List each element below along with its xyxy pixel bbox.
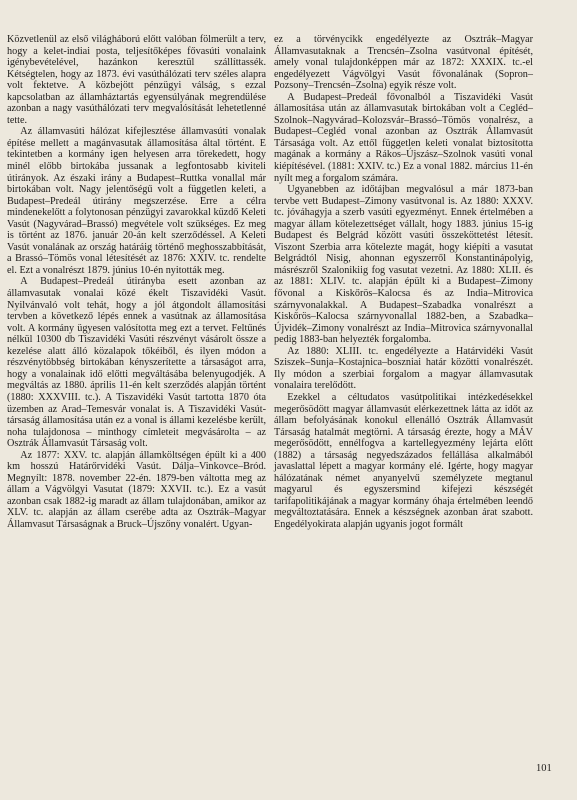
paragraph: A Budapest–Predeál fővonalból a Tiszavidéki Vasút államosítása után az államvasutak birtokában volt a Cegléd–Szolnok–Nagyvárad–Kolozsvár–Brassó–Tömös vonalrész, a Budapest–Cegléd vonal azonban az Osztrák Államvasút Társasága volt. Az ettől független keleti vonalat biztosította magának a kormány a Rákos–Újszász–Szolnok vasúti vonal kiépítésével. (1881: XXIV. tc.) Ez a vonal 1882. március 11-én nyílt meg a forgalom számára. <box>274 91 533 184</box>
paragraph: Az 1877: XXV. tc. alapján államköltségen épült ki a 400 km hosszú Határőrvidéki Vasút. Dálja–Vinkovce–Bród. Megnyílt: 1878. november 22-én. 1879-ben váltotta meg az állam a Vágvölgyi Vasutat (1879: XXVII. tc.). Ez a vasút azonban csak 1882-ig maradt az állam tulajdonában, amikor az XLV. tc. alapján az állam cserébe adta az Osztrák–Magyar Államvasut Társaságnak a Bruck–Újszőny vonalért. Ugyan- <box>7 449 266 530</box>
left-text-column <box>7 34 266 531</box>
paragraph: Ugyanebben az időtájban megvalósul a már 1873-ban tervbe vett Budapest–Zimony vasútvonal is. Az 1880: XXXV. tc. jóváhagyja a szerb vasúti egyezményt. Ennek értelmében a magyar állam kötelezettséget vállalt, hogy 1883. június 15-ig Budapest és Belgrád között vasúti összeköttetést létesít. Viszont Szerbia arra kötelezte magát, hogy kiépíti a vasutat Belgrádtól Nisig, ahonnan egyszerről Konstantinápolyig, másrészről Szalonikiig fog vasutat vezetni. Az 1880: XLII. és az 1881: XLIV. tc. alapján épült ki a Budapest–Zimony fővonal a Kiskőrös–Kalocsa és az India–Mitrovica szárnyvonalakkal. A Budapest–Szabadka vonalrészt a Kiskőrös–Kalocsa szárnyvonallal 1882-ben, a Szabadka–Újvidék–Zimony vonalrészt az India–Mitrovica szárnyvonallal pedig 1883-ban helyezték forgalomba. <box>274 184 533 346</box>
paragraph: Ezekkel a céltudatos vasútpolitikai intézkedésekkel megerősödött magyar államvasút elérkezettnek látta az időt az állam befolyásának konokul ellenálló Osztrák Államvasút Társaság hatalmát megtörni. A társaság érezte, hogy a MÁV megerősödött, ennélfogva a kartellegyezmény lejárta előtt (1882) a társaság negyedszázados fellállása alkalmából javaslattal lépett a magyar kormány elé. Igérte, hogy magyar hálózatának német anyanyelvű személyzete megtanul magyarul és egyszersmind kifejezi készségét tarifapolitikájának a magyar kormány óhaja értelmében leendő megváltoztatására. Ennek a készségnek azonban árat szabott. Engedélyokirata alapján ugyanis jogot formált <box>274 391 533 530</box>
paragraph: Közvetlenül az első világháború előtt valóban fölmerült a terv, hogy a kelet-indiai posta, teljesítőképes fővasúti vonalaink igénybevételével, hazánkon keresztül szállíttassék. Kétségtelen, hogy az 1873. évi vasúthálózati terv széles alapra volt fektetve. A közbejött pénzügyi válság, s ezzal kapcsolatban az államháztartás egyensúlyának megrendülése azonban a nagy vasúthálózati terv megvalósítását lehetetlenné tette. <box>7 34 266 126</box>
paragraph: Az államvasúti hálózat kifejlesztése államvasúti vonalak építése mellett a magánvasutak államosítása által történt. E tekintetben a kormány igen helyesen arra törekedett, hogy minél előbb birtokába jussanak a legfontosabb kiviteli útirányok. Az északi irány a Budapest–Ruttka vonallal már birtokában volt. Nagy jelentőségű volt a független keleti, a Budapest–Predeál útirány megszerzése. Erre a célra mindenekelőtt a folytonosan pénzügyi zavarokkal küzdő Keleti Vasút (Nagyvárad–Brassó) megvétele volt szükséges. Ez meg is történt az 1876. január 20-án kelt szerződéssel. A Keleti Vasút vonalának az ország határáig történő meghosszabbítását, a Brassó–Tömös vonal létesítését az 1876: XXIV. tc. rendelte el. Ezt a vonalrészt 1879. június 10-én nyitották meg. <box>7 126 266 276</box>
page-number: 101 <box>536 763 552 774</box>
paragraph: ez a törvénycikk engedélyezte az Osztrák–Magyar Államvasutaknak a Trencsén–Zsolna vasútvonal építését, amely vonal tulajdonképpen már az 1872: XXXIX. tc.-el engedélyezett Vágvölgyi Vasút fővonalának (Sopron–Pozsony–Trencsén–Zsolna) egyik része volt. <box>274 34 533 92</box>
paragraph: Az 1880: XLIII. tc. engedélyezte a Határvidéki Vasút Sziszek–Sunja–Kostajnica–boszniai határ közötti vonalrészét. Ily módon a szerbiai forgalom a magyar államvasutak vonalaira terelődött. <box>274 345 533 392</box>
right-text-column <box>274 34 533 531</box>
paragraph: A Budapest–Predeál útirányba esett azonban az államvasutak vonalai közé ékelt Tiszavidéki Vasút. Nyilvánvaló volt tehát, hogy a jól átgondolt államosítási tervben a következő lépés ennek a vasútnak az államosítása volt. A kormány ügyesen valósította meg ezt a tervet. Feltűnés nélkül 10300 db Tiszavidéki Vasúti részvényt vásárolt össze a kezelése alatt álló közalapok tőkéiből, és ilyen módon a részvénytöbbség birtokában kényszerítette a társaságot arra, hogy a vonalainak idő előtti megváltásába belenyugodjék. A megváltás az 1880. április 11-én kelt szerződés alapján történt (1880: XXXVIII. tc.). A Tiszavidéki Vasút tartotta 1870 óta üzemben az Arad–Temesvár vonalat is. A Tiszavidéki Vasút-társaság államosítása után ez a vonal is állami kezelésbe került, noha tulajdonosa – minthogy címleteit megvásárolta – az Osztrák Államvasút Társaság volt. <box>7 276 266 450</box>
